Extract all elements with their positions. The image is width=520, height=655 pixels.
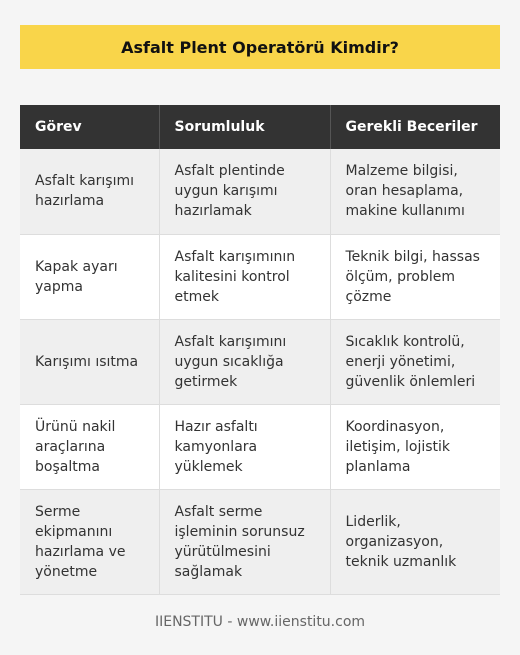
- table-cell: Asfalt plentinde uygun karışımı hazırlamak: [159, 149, 330, 234]
- table-cell: Karışımı ısıtma: [20, 319, 159, 404]
- table-row: [20, 234, 500, 319]
- table-cell: Asfalt karışımı hazırlama: [20, 149, 159, 234]
- table-cell: Asfalt serme işleminin sorunsuz yürütülmesini sağlamak: [159, 489, 330, 594]
- column-header-gorev: Görev: [20, 105, 159, 149]
- info-table: [20, 105, 500, 595]
- table-row: [20, 149, 500, 234]
- table-cell: Asfalt karışımını uygun sıcaklığa getirmek: [159, 319, 330, 404]
- table-cell: Kapak ayarı yapma: [20, 234, 159, 319]
- table-cell: Teknik bilgi, hassas ölçüm, problem çözme: [330, 234, 500, 319]
- table-header-row: [20, 105, 500, 149]
- table-cell: Sıcaklık kontrolü, enerji yönetimi, güvenlik önlemleri: [330, 319, 500, 404]
- table-cell: Malzeme bilgisi, oran hesaplama, makine kullanımı: [330, 149, 500, 234]
- table-row: [20, 319, 500, 404]
- title-banner: [20, 25, 500, 69]
- table-cell: Hazır asfaltı kamyonlara yüklemek: [159, 404, 330, 489]
- table-cell: Serme ekipmanını hazırlama ve yönetme: [20, 489, 159, 594]
- table-row: [20, 489, 500, 594]
- table-cell: Liderlik, organizasyon, teknik uzmanlık: [330, 489, 500, 594]
- table-cell: Ürünü nakil araçlarına boşaltma: [20, 404, 159, 489]
- table-row: [20, 404, 500, 489]
- column-header-sorumluluk: Sorumluluk: [159, 105, 330, 149]
- footer-credit: IIENSTITU - www.iienstitu.com: [154, 614, 366, 630]
- table-cell: Koordinasyon, iletişim, lojistik planlama: [330, 404, 500, 489]
- page-title: Asfalt Plent Operatörü Kimdir?: [121, 37, 399, 57]
- column-header-beceriler: Gerekli Beceriler: [330, 105, 500, 149]
- table-cell: Asfalt karışımının kalitesini kontrol etmek: [159, 234, 330, 319]
